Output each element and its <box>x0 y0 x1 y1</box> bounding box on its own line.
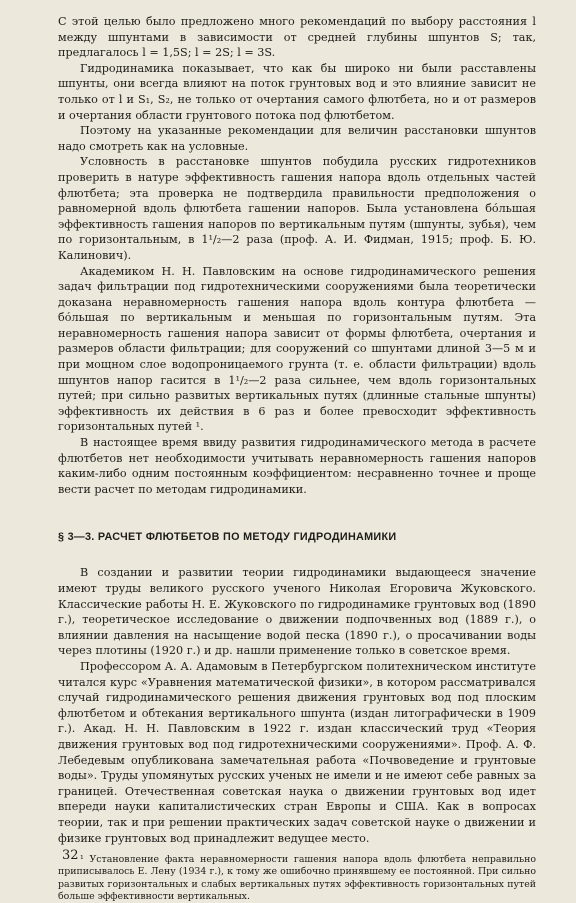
paragraph-present-time: В настоящее время ввиду развития гидродинамического метода в расчете флютбетов нет необходимости учитывать неравномерность гашения напоров каким-либо одним постоянным коэффициентом: несравненно точнее и проще вести расчет по методам гидродинамики. <box>58 436 536 496</box>
footnote-area <box>58 854 536 903</box>
page-number: 32 <box>62 848 79 863</box>
paragraph-conditional: Поэтому на указанные рекомендации для величин расстановки шпунтов надо смотреть как на условные. <box>58 124 536 153</box>
paragraph-hydrodynamics-shows: Гидродинамика показывает, что как бы широко ни были расставлены шпунты, они всегда влияют на поток грунтовых вод и это влияние зависит не только от l и S₁, S₂, не только от очертания самого флютбета, но и от размеров и очертания области грунтового потока под флютбетом. <box>58 61 536 122</box>
paragraph-recommendations: С этой целью было предложено много рекомендаций по выбору расстояния l между шпунтами в зависимости от средней глубины шпунтов S; так, предлагалось l = 1,5S; l = 2S; l = 3S. <box>58 15 536 60</box>
paragraph-field-check: Условность в расстановке шпунтов побудила русских гидротехников проверить в натуре эффективность гашения напора вдоль отдельных частей флютбета; эта проверка не подтвердила правильности предположения о равномерной вдоль флютбета гашении напоров. Была установлена бо́льшая эффективность гашения напоров по вертикальным путям (шпунты, зубья), чем по горизонтальным, в 1¹/₂—2 раза (проф. А. И. Фидман, 1915; проф. Б. Ю. Калинович). <box>58 155 536 262</box>
paragraph-adamov: Профессором А. А. Адамовым в Петербургском политехническом институте читался курс «Уравнения математической физики», в котором рассматривался случай гидродинамического решения движения грунтовых вод под плоским флютбетом и обтекания вертикального шпунта (издан литографически в 1909 г.). Акад. Н. Н. Павловским в 1922 г. издан классический труд «Теория движения грунтовых вод под гидротехническими сооружениями». Проф. А. Ф. Лебедевым опубликована замечательная работа «Почвоведение и грунтовые воды». Труды упомянутых русских ученых не имели и не имеют себе равных за границей. Отечественная советская наука о движении грунтовых вод идет впереди науки капиталистических стран Европы и США. Как в вопросах теории, так и при решении практических задач советской науке о движении и физике грунтовых вод принадлежит ведущее место. <box>58 659 536 845</box>
paragraph-pavlovsky: Академиком Н. Н. Павловским на основе гидродинамического решения задач фильтрации под гидротехническими сооружениями была теоретически доказана неравномерность гашения напора вдоль контура флютбета — бо́льшая по вертикальным и меньшая по горизонтальным путям. Эта неравномерность гашения напора зависит от формы флютбета, очертания и размеров области фильтрации; для сооружений со шпунтами длиной 3—5 м и при мощном слое водопроницаемого грунта (т. е. области фильтрации) вдоль шпунтов напор гасится в 1¹/₂—2 раза сильнее, чем вдоль горизонтальных путей; при сильно развитых вертикальных путях (длинные стальные шпунты) эффективность их действия в 6 раз и более превосходит эффективность горизонтальных путей ¹. <box>58 264 536 434</box>
paragraph-zhukovsky: В создании и развитии теории гидродинамики выдающееся значение имеют труды великого русского ученого Николая Егоровича Жуковского. Классические работы Н. Е. Жуковского по гидродинамике грунтовых вод (1890 г.), теоретическое исследование о движении подпочвенных вод (1889 г.), о влиянии давления на насыщение водой песка (1890 г.), о просачивании воды через плотины (1920 г.) и др. нашли применение только в советское время. <box>58 566 536 658</box>
section-heading: § 3—3. РАСЧЕТ ФЛЮТБЕТОВ ПО МЕТОДУ ГИДРОДИНАМИКИ <box>58 531 397 544</box>
footnote: ¹ Установление факта неравномерности гашения напора вдоль флютбета неправильно приписывалось Е. Лену (1934 г.), к тому же ошибочно принявшему ее постоянной. При сильно развитых горизонтальных и слабых вертикальных путях эффективность горизонтальных путей больше эффективности вертикальных. <box>58 854 536 902</box>
